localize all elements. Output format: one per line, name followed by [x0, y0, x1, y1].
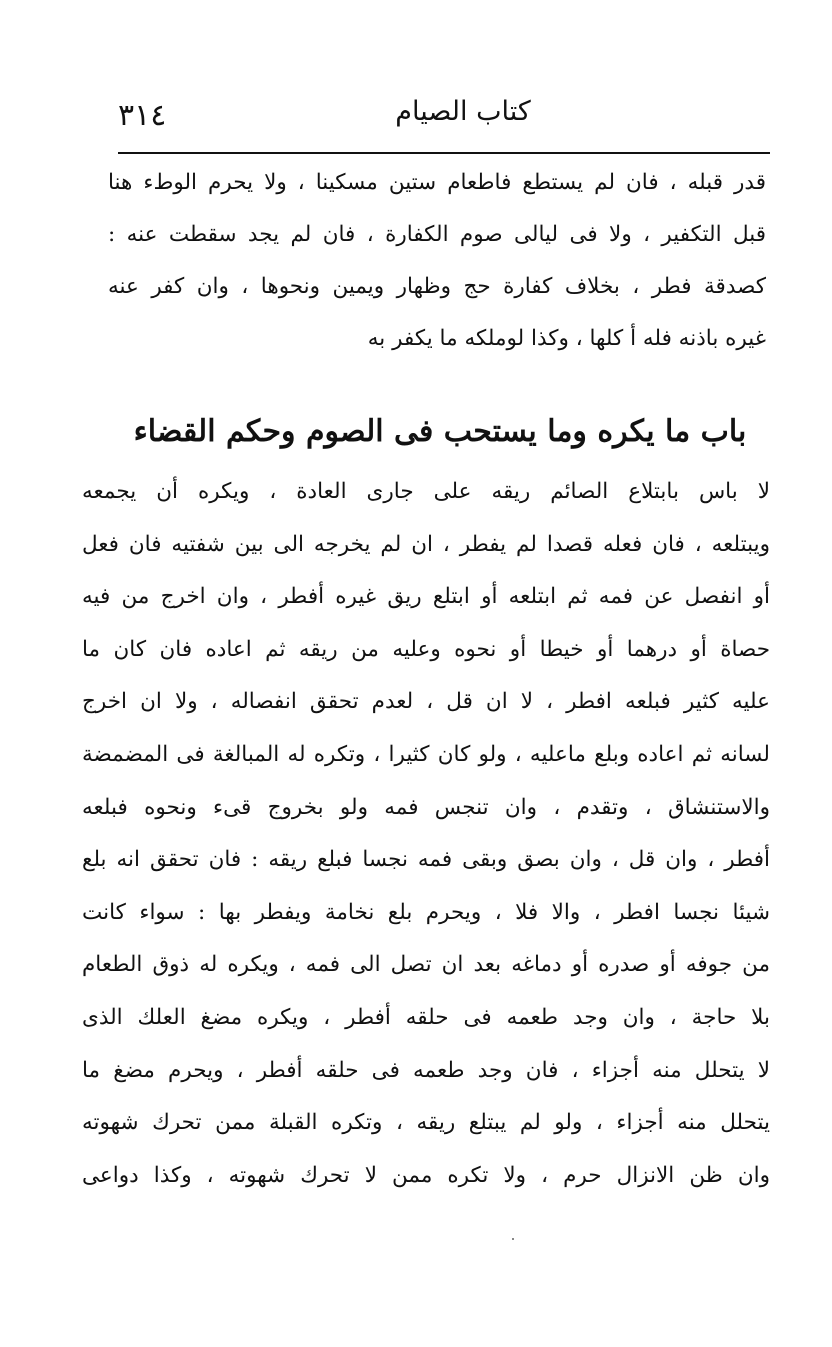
- text-line: من جوفه أو صدره أو دماغه بعد ان تصل الى فمه ، ويكره له ذوق الطعام: [82, 952, 770, 978]
- text-line: وان ظن الانزال حرم ، ولا تكره ممن لا تحرك شهوته ، وكذا دواعى: [82, 1162, 770, 1188]
- text-line: شيئا نجسا افطر ، والا فلا ، ويحرم بلع نخامة ويفطر بها : سواء كانت: [82, 899, 770, 925]
- running-title: كتاب الصيام: [395, 96, 531, 127]
- text-line: أفطر ، وان قل ، وان بصق وبقى فمه نجسا فبلع ريقه : فان تحقق انه بلع: [82, 847, 770, 873]
- text-line: قدر قبله ، فان لم يستطع فاطعام ستين مسكينا ، ولا يحرم الوطء هنا: [108, 170, 766, 195]
- chapter-heading: باب ما يكره وما يستحب فى الصوم وحكم القضاء: [133, 414, 747, 449]
- text-line: لا باس بابتلاع الصائم ريقه على جارى العادة ، ويكره أن يجمعه: [82, 479, 770, 504]
- text-line: بلا حاجة ، وان وجد طعمه فى حلقه أفطر ، ويكره مضغ العلك الذى: [82, 1004, 770, 1030]
- text-line: عليه كثير فبلعه افطر ، لا ان قل ، لعدم تحقق انفصاله ، ولا ان اخرج: [82, 689, 770, 715]
- text-line: كصدقة فطر ، بخلاف كفارة حج وظهار ويمين ونحوها ، وان كفر عنه: [108, 274, 766, 299]
- text-line: أو انفصل عن فمه ثم ابتلعه أو ابتلع ريق غيره أفطر ، وان اخرج من فيه: [82, 584, 770, 610]
- text-line: قبل التكفير ، ولا فى ليالى صوم الكفارة ، فان لم يجد سقطت عنه :: [108, 222, 766, 247]
- print-speck: [512, 1238, 514, 1240]
- paragraph-body: [82, 466, 770, 1202]
- text-line: غيره باذنه فله أ كلها ، وكذا لوملكه ما يكفر به: [367, 326, 766, 351]
- paragraph-continuation: [108, 157, 766, 365]
- header-rule: [118, 152, 770, 154]
- page-number: ٣١٤: [118, 98, 167, 133]
- text-line: والاستنشاق ، وتقدم ، وان تنجس فمه ولو بخروج قىء ونحوه فبلعه: [82, 794, 770, 820]
- text-line: لا يتحلل منه أجزاء ، فان وجد طعمه فى حلقه أفطر ، ويحرم مضغ ما: [82, 1057, 770, 1083]
- text-line: لسانه ثم اعاده وبلع ماعليه ، ولو كان كثيرا ، وتكره له المبالغة فى المضمضة: [82, 741, 770, 767]
- text-line: ويبتلعه ، فان فعله قصدا لم يفطر ، ان لم يخرجه الى بين شفتيه فان فعل: [82, 531, 770, 557]
- text-line: يتحلل منه أجزاء ، ولو لم يبتلع ريقه ، وتكره القبلة ممن تحرك شهوته: [82, 1110, 770, 1136]
- text-line: حصاة أو درهما أو خيطا أو نحوه وعليه من ريقه ثم اعاده فان كان ما: [82, 636, 770, 662]
- page-header: [118, 86, 770, 152]
